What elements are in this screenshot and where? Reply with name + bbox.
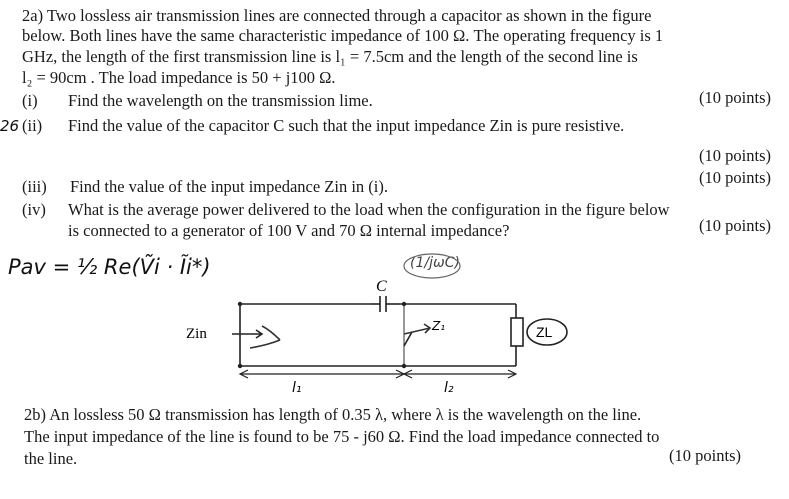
z1-label: Z₁ [432,319,446,333]
item-points: (10 points) [699,146,771,165]
item-text-continued: is connected to a generator of 100 V and 70 Ω internal impedance? [68,221,510,240]
item-label: (iii) [22,177,47,196]
margin-mark: 26 [0,117,20,135]
problem-2a-line-3: GHz, the length of the first transmission line is l₁ = 7.5cm and the length of the second line is [22,47,638,66]
problem-2b-line-3: the line. [24,449,78,468]
item-points: (10 points) [699,88,771,107]
item-label: (i) [22,91,38,110]
load-label: ZL [536,324,553,340]
item-text: What is the average power delivered to the load when the configuration in the figure below [68,200,670,219]
problem-2b-points: (10 points) [669,446,741,465]
zin-label: Zin [186,326,207,342]
problem-2a-line-4: l₂ = 90cm . The load impedance is 50 + j100 Ω. [22,68,336,87]
item-text: Find the value of the capacitor C such that the input impedance Zin is pure resistive. [68,116,625,135]
problem-2a-line-2: below. Both lines have the same characteristic impedance of 100 Ω. The operating frequency is 1 [22,26,664,45]
problem-2b-line-1: 2b) An lossless 50 Ω transmission has length of 0.35 λ, where λ is the wavelength on the line. [24,405,642,424]
problem-2a-line-1: 2a) Two lossless air transmission lines are connected through a capacitor as shown in the figure [22,6,652,25]
load-resistor [511,318,523,346]
item-label: (iv) [22,200,46,219]
item-points: (10 points) [699,168,771,187]
item-text: Find the value of the input impedance Zin in (i). [70,177,389,196]
item-points: (10 points) [699,216,771,235]
problem-2b-line-2: The input impedance of the line is found to be 75 - j60 Ω. Find the load impedance connected to [24,427,660,446]
handwritten-note: (1/jωC) [410,255,460,271]
item-label: (ii) [22,116,43,135]
handwritten-formula: Pav = ½ Re(Ṽi · Ĩi*) [8,255,211,279]
item-text: Find the wavelength on the transmission lime. [68,91,373,110]
l1-label: l₁ [292,380,302,396]
capacitor-label: C [376,278,387,295]
l2-label: l₂ [444,380,454,396]
